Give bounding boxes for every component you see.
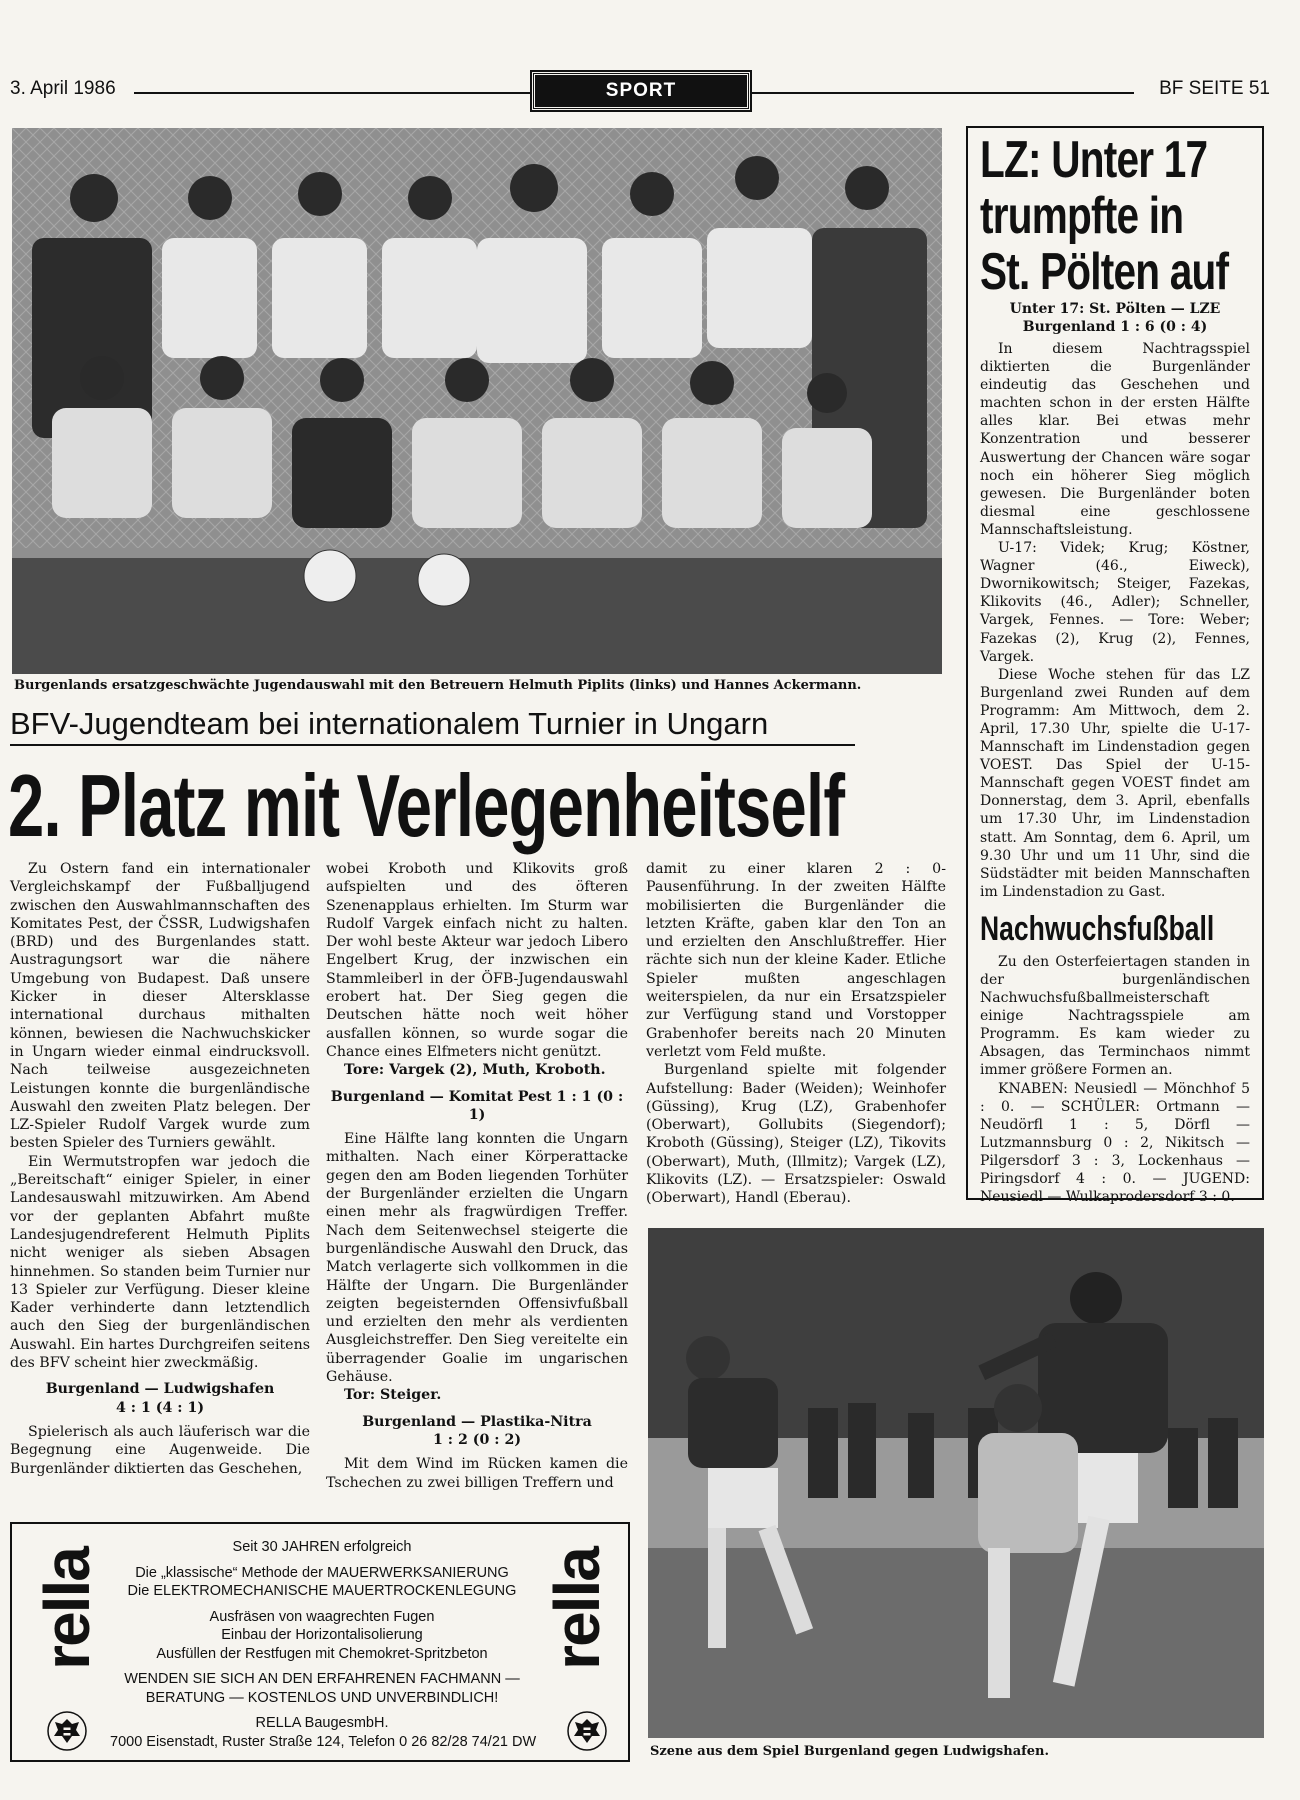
paragraph: Mit dem Wind im Rücken kamen die Tschechen zu zwei billigen Treffern und <box>326 1456 628 1491</box>
paragraph: Zu den Osterfeiertagen standen in der burgenländischen Nachwuchsfußballmeisterschaft einige Nachtragsspiele am Programm. Es kam wieder zu Absagen, das Terminchaos nimmt immer größere Formen an. <box>980 953 1250 1079</box>
ad-line: Ausfüllen der Restfugen mit Chemokret-Spritzbeton <box>156 1645 488 1662</box>
team-photo <box>12 128 942 674</box>
paragraph: In diesem Nachtragsspiel diktierten die Burgenländer eindeutig das Geschehen und machten schon in der ersten Hälfte alles klar. Bei etwas mehr Konzentration und besserer Auswertung der Chancen wäre sogar noch ein höherer Sieg möglich gewesen. Die Burgenländer boten diesmal eine geschlossene Mannschaftsleistung. <box>980 341 1250 538</box>
article-column-2 <box>326 860 628 1492</box>
austrian-eagle-crest-icon <box>566 1710 608 1752</box>
rella-logo-right: rella <box>541 1548 613 1670</box>
team-photo-caption: Burgenlands ersatzgeschwächte Jugendauswahl mit den Betreuern Helmuth Piplits (links) und Hannes Ackermann. <box>14 678 862 693</box>
header-rule-left <box>134 92 530 94</box>
issue-date: 3. April 1986 <box>10 78 116 99</box>
article-headline: 2. Platz mit Verlegenheitself <box>8 756 845 855</box>
ad-copy <box>110 1538 537 1751</box>
paragraph: Ein Wermutstropfen war jedoch die „Bereitschaft“ einiger Spieler, in einer Landesauswahl mitzuwirken. Am Abend vor der geplanten Abfahrt mußte Landesjugendreferent Helmuth Piplits nicht weniger als sieben Absagen hinnehmen. So standen beim Turnier nur 13 Spieler zur Verfügung. Dieser kleine Kader verhinderte dann letztendlich auch den Sieg der burgenländischen Auswahl. Ein hartes Durchgreifen seitens des BFV scheint hier zweckmäßig. <box>10 1153 310 1372</box>
goals-line: Tor: Steiger. <box>344 1387 442 1404</box>
ad-line: RELLA BaugesmbH. <box>255 1715 389 1731</box>
paragraph: Spielerisch als auch läuferisch war die Begegnung eine Augenweide. Die Burgenländer diktierten das Geschehen, <box>10 1423 310 1477</box>
article-subheadline: BFV-Jugendteam bei internationalem Turnier in Ungarn <box>10 706 769 741</box>
ad-line: Die „klassische“ Methode der MAUERWERKSANIERUNG <box>135 1564 509 1581</box>
sidebar-box <box>966 126 1264 1206</box>
lineup-paragraph: Burgenland spielte mit folgender Aufstellung: Bader (Weiden); Weinhofer (Güssing), Krug (LZ), Grabenhofer (Oberwart), Gollubits (Siegendorf); Kroboth (Güssing), Steiger (LZ), Tikovits (Oberwart), Muth, (Illmitz); Vargek (LZ), Klikovits (LZ). — Ersatzspieler: Oswald (Oberwart), Handl (Eberau). <box>646 1062 946 1207</box>
ad-line: WENDEN SIE SICH AN DEN ERFAHRENEN FACHMANN — <box>124 1671 520 1687</box>
article-column-3 <box>646 860 946 1208</box>
ad-line: Seit 30 JAHREN erfolgreich <box>232 1539 412 1555</box>
ad-line: Ausfräsen von waagrechten Fugen <box>209 1608 435 1625</box>
header-rule-right <box>750 92 1134 94</box>
rella-logo-left: rella <box>31 1548 103 1670</box>
lineup-paragraph: U-17: Videk; Krug; Köstner, Wagner (46., Eiweck), Dwornikowitsch; Steiger, Fazekas, Klikovits (46., Adler); Schneller, Vargek, Fennes. — Tore: Weber; Fazekas (2), Krug (2), Fennes, Vargek. <box>980 540 1250 665</box>
match-title: Burgenland — Komitat Pest 1 : 1 (0 : 1) <box>330 1088 624 1123</box>
rella-advertisement <box>10 1522 630 1762</box>
paragraph: Eine Hälfte lang konnten die Ungarn mithalten. Nach einer Körperattacke gegen den am Boden liegenden Torhüter der Burgenländer erzielten die Ungarn einen mehr als fragwürdigen Treffer. Nach dem Seitenwechsel steigerte die burgenländische Auswahl den Druck, das Match verlagerte sich vollkommen in die Hälfte der Ungarn. Die Burgenländer zeigten begeisternden Offensivfußball und erzielten den mehr als verdienten Ausgleichstreffer. Den Sieg vereitelte ein überragender Goalie im ungarischen Gehäuse. <box>326 1131 628 1386</box>
austrian-eagle-crest-icon <box>46 1710 88 1752</box>
match-title: Burgenland — Ludwigshafen 4 : 1 (4 : 1) <box>45 1381 275 1416</box>
paragraph: Diese Woche stehen für das LZ Burgenland zwei Runden auf dem Programm: Am Mittwoch, dem 2. April, 17.30 Uhr, spielte die U-17-Mannschaft im Lindenstadion gegen VOEST. Das Spiel der U-15-Mannschaft gegen VOEST findet am Donnerstag, dem 3. April, ebenfalls um 17.30 Uhr, im Lindenstadion statt. Am Sonntag, dem 6. April, um 9.30 Uhr und um 11 Uhr, sind die Südstädter mit beiden Mannschaften im Lindenstadion zu Gast. <box>980 666 1250 900</box>
ad-line: Einbau der Horizontalisolierung <box>221 1627 423 1643</box>
paragraph: damit zu einer klaren 2 : 0-Pausenführung. In der zweiten Hälfte mobilisierten die Burgenländer die letzten Kräfte, gaben klar den Ton an und erzielten den Anschlußtreffer. Hier rächte sich nun der kleine Kader. Etliche Spieler mußten angeschlagen weiterspielen, da nur ein Ersatzspieler zur Verfügung stand und Vorstopper Grabenhofer bereits nach 20 Minuten verletzt vom Feld mußte. <box>646 861 946 1060</box>
goals-line: Tore: Vargek (2), Muth, Kroboth. <box>344 1062 606 1079</box>
section-label: SPORT <box>532 72 750 110</box>
sidebar-text-2 <box>980 953 1250 1206</box>
page-number: BF SEITE 51 <box>1159 78 1270 99</box>
sidebar-subheadline: Unter 17: St. Pölten — LZE Burgenland 1 : 6 (0 : 4) <box>1009 301 1221 335</box>
paragraph: Zu Ostern fand ein internationaler Vergleichskampf der Fußballjugend zwischen den Auswahlmannschaften des Komitates Pest, der ČSSR, Ludwigshafen (BRD) und des Burgenlandes statt. Austragungsort war die nähere Umgebung von Budapest. Daß unsere Kicker in dieser Altersklasse international durchaus mithalten können, bewiesen die Nachwuchskicker in Ungarn wieder einmal eindrucksvoll. Nach teilweise ausgezeichneten Leistungen konnte die burgenländische Auswahl den zweiten Platz belegen. Der LZ-Spieler Rudolf Vargek wurde zum besten Spieler des Turniers gewählt. <box>10 861 310 1152</box>
sidebar-headline: LZ: Unter 17 trumpfte in St. Pölten auf <box>980 131 1229 301</box>
subheadline-rule <box>10 744 855 746</box>
ad-line: 7000 Eisenstadt, Ruster Straße 124, Telefon 0 26 82/28 74/21 DW <box>110 1733 537 1750</box>
match-photo-caption: Szene aus dem Spiel Burgenland gegen Ludwigshafen. <box>650 1744 1049 1759</box>
sidebar-headline-2: Nachwuchsfußball <box>980 909 1215 948</box>
results-paragraph: KNABEN: Neusiedl — Mönchhof 5 : 0. — SCHÜLER: Ortmann — Neudörfl 1 : 5, Dörfl — Lutzmannsburg 0 : 2, Nikitsch — Pilgersdorf 3 : 3, Lockenhaus — Piringsdorf 4 : 0. — JUGEND: Neusiedl — Wulkaprodersdorf 3 : 0. <box>980 1080 1250 1206</box>
paragraph: wobei Kroboth und Klikovits groß aufspielten und des öfteren Szenenapplaus erhielten. Im Sturm war Rudolf Vargek einfach nicht zu halten. Der wohl beste Akteur war jedoch Libero Engelbert Krug, der inzwischen ein Stammleiberl in der ÖFB-Jugendauswahl erobert hat. Der Sieg gegen die Deutschen hätte noch weit höher ausfallen können, so wurde sogar die Chance eines Elfmeters nicht genützt. <box>326 861 628 1060</box>
article-column-1 <box>10 860 310 1478</box>
match-title: Burgenland — Plastika-Nitra 1 : 2 (0 : 2) <box>362 1413 592 1448</box>
sidebar-text <box>980 340 1250 901</box>
match-photo <box>648 1228 1264 1738</box>
ad-line: BERATUNG — KOSTENLOS UND UNVERBINDLICH! <box>145 1689 499 1706</box>
ad-line: Die ELEKTROMECHANISCHE MAUERTROCKENLEGUNG <box>127 1583 517 1599</box>
